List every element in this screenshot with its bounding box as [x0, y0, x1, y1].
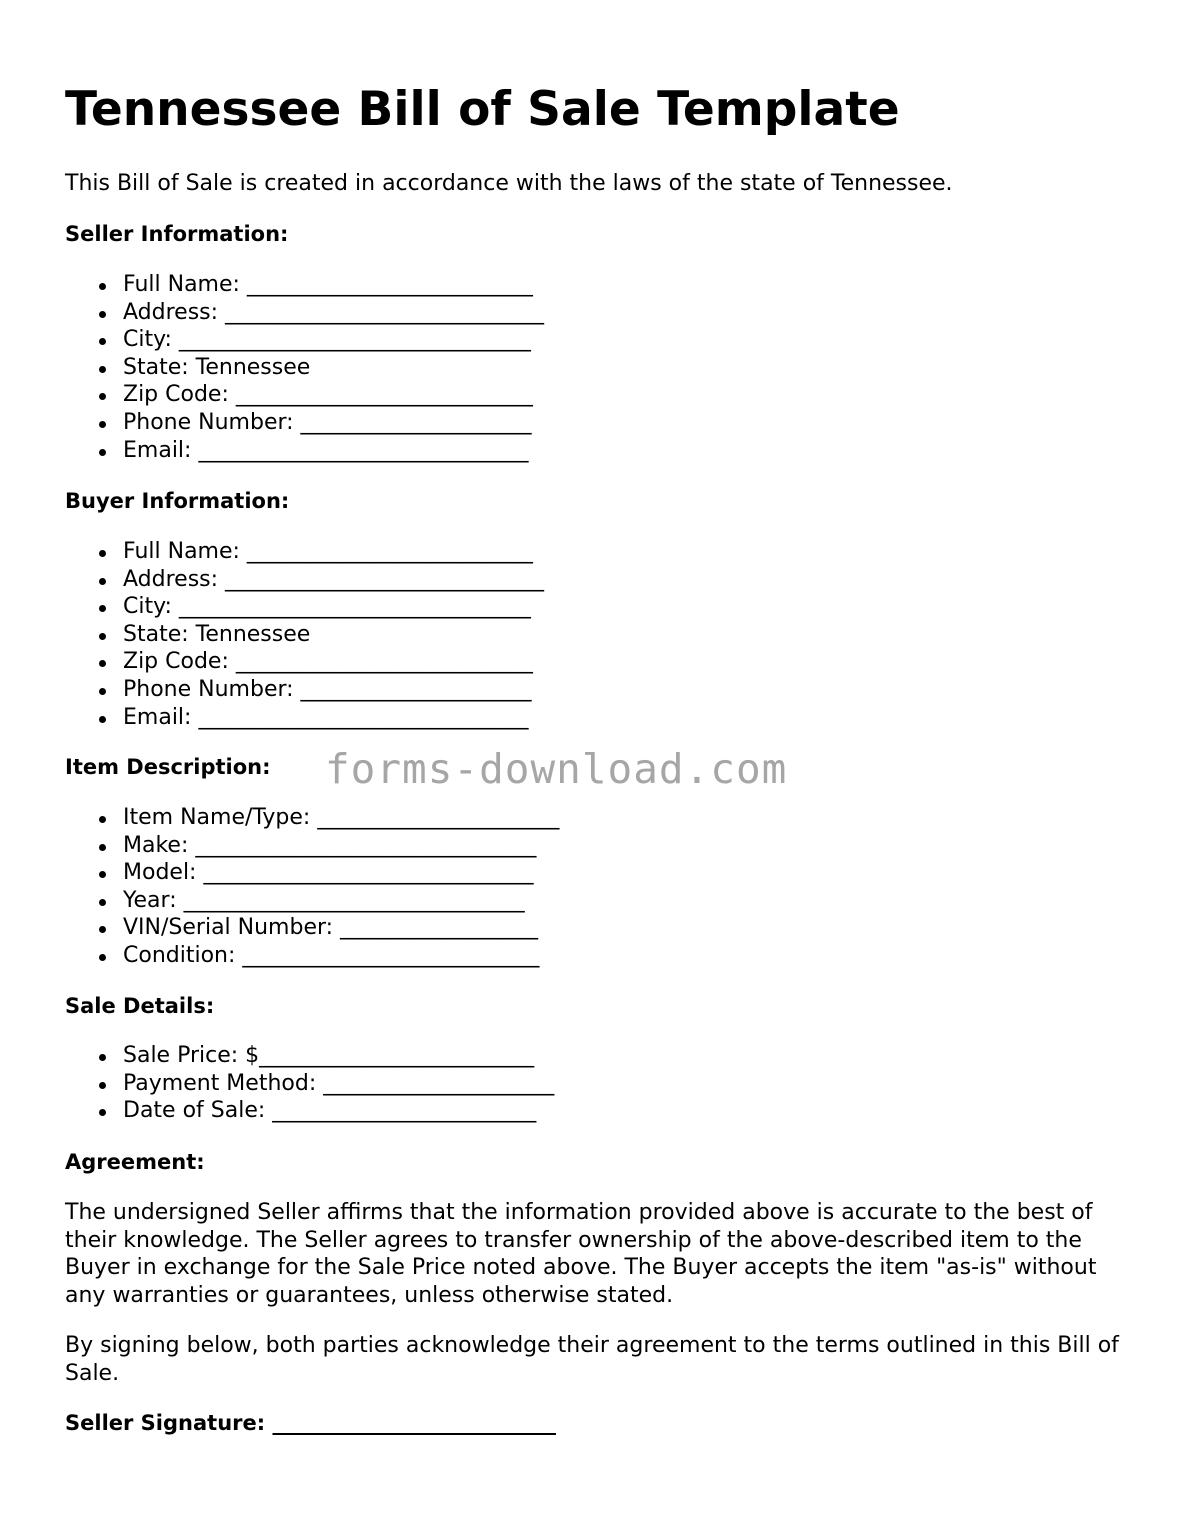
item-field-list	[65, 804, 559, 970]
watermark-text: forms-download.com	[325, 745, 788, 793]
seller-email-field: Email: ______________________________	[65, 437, 544, 465]
buyer-phone-field: Phone Number: _____________________	[65, 676, 544, 704]
seller-city-field: City: ________________________________	[65, 326, 544, 354]
item-heading: Item Description:	[65, 755, 271, 779]
acknowledgement-paragraph: By signing below, both parties acknowledge their agreement to the terms outlined in this Bill of Sale.	[65, 1333, 1119, 1386]
seller-zip-field: Zip Code: ___________________________	[65, 381, 544, 409]
item-year-field: Year: _______________________________	[65, 887, 559, 915]
seller-signature-line: Seller Signature: ___________________________	[65, 1411, 556, 1435]
buyer-field-list	[65, 538, 544, 731]
item-name-type-field: Item Name/Type: ______________________	[65, 804, 559, 832]
buyer-state-field: State: Tennessee	[65, 621, 544, 649]
seller-heading: Seller Information:	[65, 222, 289, 246]
seller-full-name-field: Full Name: __________________________	[65, 271, 544, 299]
intro-text: This Bill of Sale is created in accordance with the laws of the state of Tennessee.	[65, 171, 953, 196]
seller-address-field: Address: _____________________________	[65, 299, 544, 327]
item-model-field: Model: ______________________________	[65, 859, 559, 887]
seller-phone-field: Phone Number: _____________________	[65, 409, 544, 437]
buyer-city-field: City: ________________________________	[65, 593, 544, 621]
seller-field-list	[65, 271, 544, 464]
sale-price-field: Sale Price: $_________________________	[65, 1042, 554, 1070]
buyer-heading: Buyer Information:	[65, 489, 290, 513]
seller-state-field: State: Tennessee	[65, 354, 544, 382]
item-vin-serial-field: VIN/Serial Number: __________________	[65, 914, 559, 942]
buyer-zip-field: Zip Code: ___________________________	[65, 648, 544, 676]
buyer-address-field: Address: _____________________________	[65, 566, 544, 594]
page-title: Tennessee Bill of Sale Template	[65, 82, 900, 137]
sale-heading: Sale Details:	[65, 994, 215, 1018]
item-condition-field: Condition: ___________________________	[65, 942, 559, 970]
buyer-full-name-field: Full Name: __________________________	[65, 538, 544, 566]
buyer-email-field: Email: ______________________________	[65, 704, 544, 732]
agreement-heading: Agreement:	[65, 1150, 205, 1174]
sale-field-list	[65, 1042, 554, 1125]
agreement-paragraph: The undersigned Seller affirms that the information provided above is accurate to the best of their knowledge. The Seller agrees to transfer ownership of the above-described item to the Buyer in exchange for the Sale Price noted above. The Buyer accepts the item "as-is" without any warranties or guarantees, unless otherwise stated.	[65, 1200, 1097, 1308]
item-make-field: Make: _______________________________	[65, 832, 559, 860]
payment-method-field: Payment Method: _____________________	[65, 1070, 554, 1098]
date-of-sale-field: Date of Sale: ________________________	[65, 1097, 554, 1125]
